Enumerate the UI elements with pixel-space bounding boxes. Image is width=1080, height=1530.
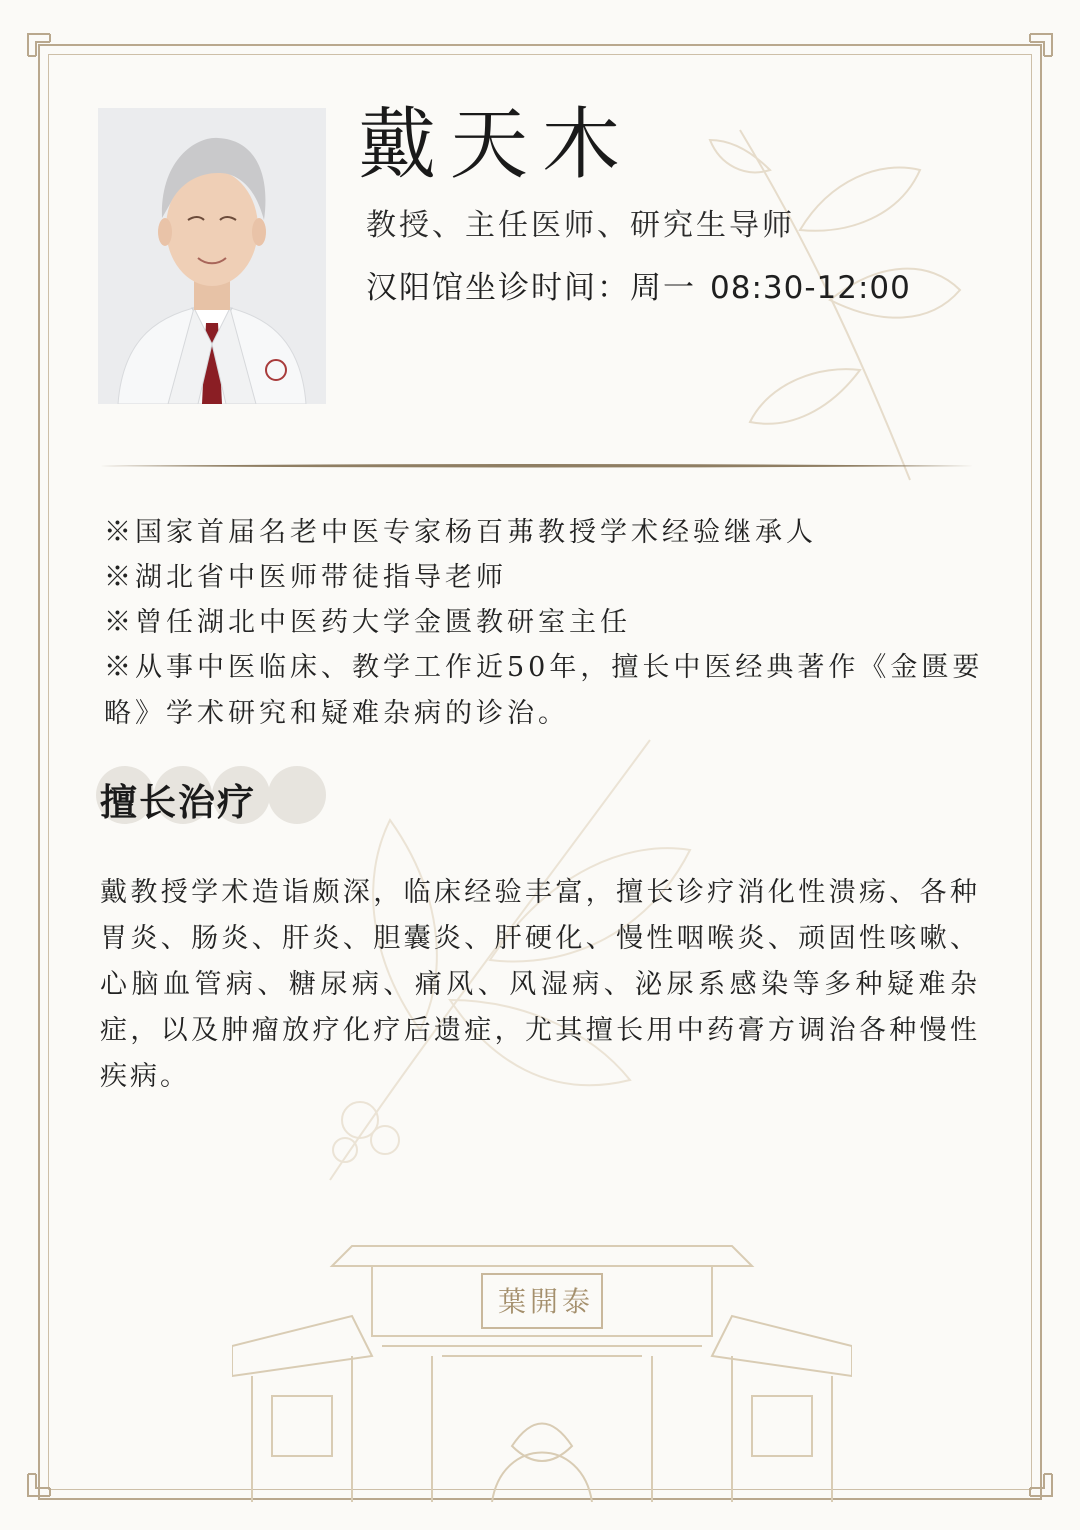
heading-bubble <box>268 766 326 824</box>
clinic-schedule <box>366 262 911 307</box>
clinic-label: 汉阳馆坐诊时间：周一 <box>366 270 696 306</box>
corner-ornament-bottom-left <box>26 1452 72 1498</box>
expertise-description: 戴教授学术造诣颇深，临床经验丰富，擅长诊疗消化性溃疡、各种胃炎、肠炎、肝炎、胆囊炎、肝硬化、慢性咽喉炎、顽固性咳嗽、心脑血管病、糖尿病、痛风、风湿病、泌尿系感染等多种疑难杂症，以及肿瘤放疗化疗后遗症，尤其擅长用中药膏方调治各种慢性疾病。 <box>100 877 980 1092</box>
credential-item: ※湖北省中医师带徒指导老师 <box>104 562 507 593</box>
credentials-list <box>104 510 984 737</box>
credential-item: ※从事中医临床、教学工作近50年，擅长中医经典著作《金匮要略》学术研究和疑难杂病的诊治。 <box>104 652 984 729</box>
gate-plaque: 葉開泰 <box>497 1285 594 1318</box>
credential-item: ※国家首届名老中医专家杨百茀教授学术经验继承人 <box>104 517 817 548</box>
clinic-time: 08:30-12:00 <box>710 270 911 306</box>
corner-ornament-top-left <box>26 32 72 78</box>
doctor-name: 戴天木 <box>358 100 635 190</box>
expertise-heading-text: 擅长治疗 <box>100 781 256 824</box>
doctor-titles: 教授、主任医师、研究生导师 <box>366 208 795 243</box>
corner-ornament-bottom-right <box>1008 1452 1054 1498</box>
credential-item: ※曾任湖北中医药大学金匮教研室主任 <box>104 607 631 638</box>
corner-ornament-top-right <box>1008 32 1054 78</box>
doctor-portrait <box>98 108 326 404</box>
expertise-heading <box>100 772 256 826</box>
gate-illustration <box>232 1226 852 1502</box>
section-divider <box>100 460 974 472</box>
